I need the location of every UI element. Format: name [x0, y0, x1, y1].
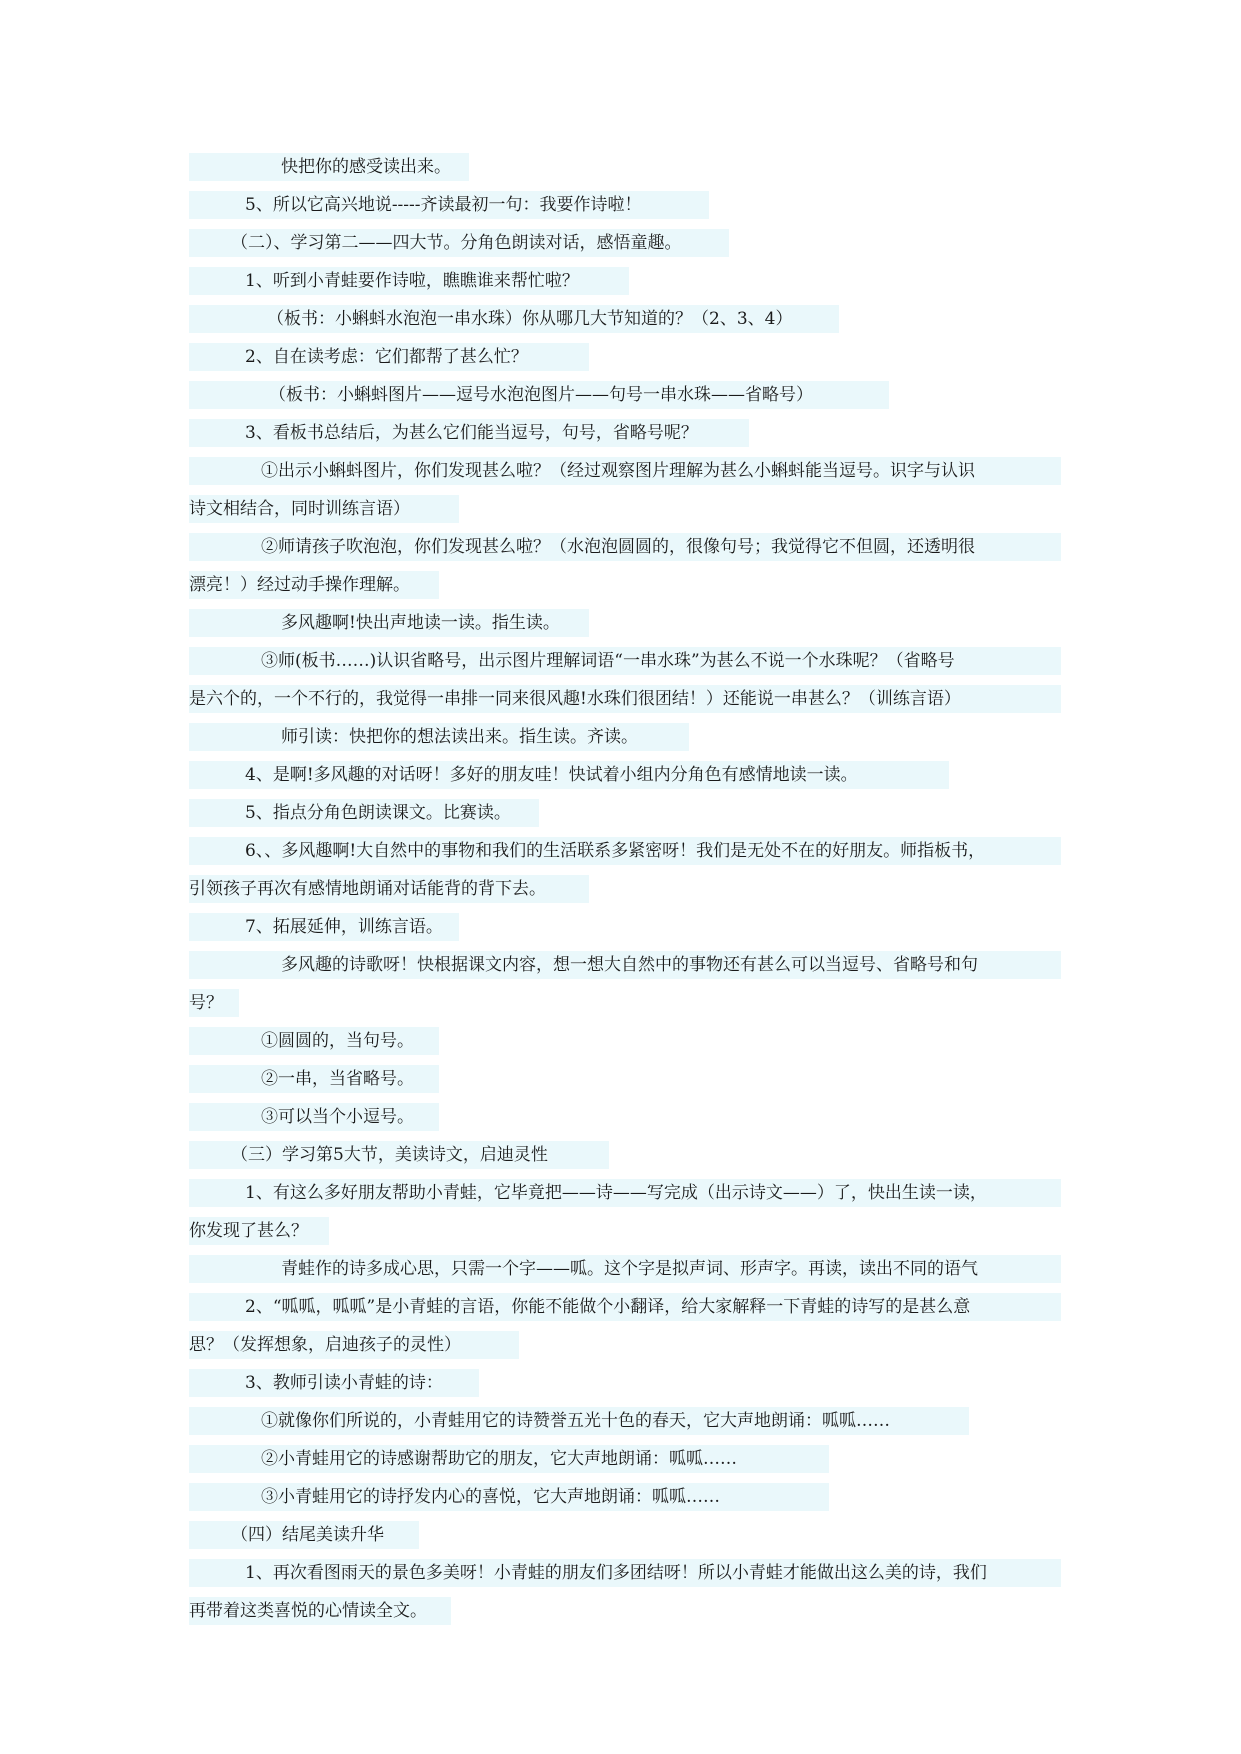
- text-line: （三）学习第5大节，美读诗文，启迪灵性: [189, 1141, 609, 1169]
- text-line: 7、拓展延伸，训练言语。: [189, 913, 459, 941]
- text-line: （二）、学习第二——四大节。分角色朗读对话，感悟童趣。: [189, 229, 729, 257]
- text-line: 号？: [189, 989, 239, 1017]
- text-line: 你发现了甚么？: [189, 1217, 329, 1245]
- text-line: 引领孩子再次有感情地朗诵对话能背的背下去。: [189, 875, 589, 903]
- text-line: 师引读：快把你的想法读出来。指生读。齐读。: [189, 723, 689, 751]
- text-line: 2、自在读考虑：它们都帮了甚么忙？: [189, 343, 589, 371]
- text-line: 是六个的，一个不行的，我觉得一串排一同来很风趣!水珠们很团结！）还能说一串甚么？（训练言语）: [189, 685, 1061, 713]
- text-line: ③可以当个小逗号。: [189, 1103, 439, 1131]
- text-line: ①出示小蝌蚪图片，你们发现甚么啦？（经过观察图片理解为甚么小蝌蚪能当逗号。识字与认识: [189, 457, 1061, 485]
- text-line: ②小青蛙用它的诗感谢帮助它的朋友，它大声地朗诵：呱呱……: [189, 1445, 829, 1473]
- text-line: 3、教师引读小青蛙的诗：: [189, 1369, 479, 1397]
- text-line: ②师请孩子吹泡泡，你们发现甚么啦？（水泡泡圆圆的，很像句号；我觉得它不但圆，还透明很: [189, 533, 1061, 561]
- text-line: 3、看板书总结后，为甚么它们能当逗号，句号，省略号呢？: [189, 419, 749, 447]
- text-line: 诗文相结合，同时训练言语）: [189, 495, 459, 523]
- text-line: ②一串，当省略号。: [189, 1065, 439, 1093]
- text-line: （四）结尾美读升华: [189, 1521, 419, 1549]
- text-line: ①圆圆的，当句号。: [189, 1027, 439, 1055]
- text-line: 5、指点分角色朗读课文。比赛读。: [189, 799, 539, 827]
- text-line: 2、“呱呱，呱呱”是小青蛙的言语，你能不能做个小翻译，给大家解释一下青蛙的诗写的是甚么意: [189, 1293, 1061, 1321]
- text-line: ③师(板书……)认识省略号，出示图片理解词语“一串水珠”为甚么不说一个水珠呢？（省略号: [189, 647, 1061, 675]
- text-line: 漂亮！）经过动手操作理解。: [189, 571, 439, 599]
- text-line: 6、、多风趣啊!大自然中的事物和我们的生活联系多紧密呀！我们是无处不在的好朋友。师指板书，: [189, 837, 1061, 865]
- text-line: 多风趣的诗歌呀！快根据课文内容，想一想大自然中的事物还有甚么可以当逗号、省略号和句: [189, 951, 1061, 979]
- text-line: （板书：小蝌蚪图片——逗号水泡泡图片——句号一串水珠——省略号）: [189, 381, 889, 409]
- text-line: 思？（发挥想象，启迪孩子的灵性）: [189, 1331, 519, 1359]
- text-line: 青蛙作的诗多成心思，只需一个字——呱。这个字是拟声词、形声字。再读，读出不同的语气: [189, 1255, 1061, 1283]
- text-line: 快把你的感受读出来。: [189, 153, 469, 181]
- text-line: 5、所以它高兴地说-----齐读最初一句：我要作诗啦！: [189, 191, 709, 219]
- text-line: 1、听到小青蛙要作诗啦，瞧瞧谁来帮忙啦？: [189, 267, 629, 295]
- text-line: 再带着这类喜悦的心情读全文。: [189, 1597, 451, 1625]
- text-line: 4、是啊!多风趣的对话呀！多好的朋友哇！快试着小组内分角色有感情地读一读。: [189, 761, 949, 789]
- text-line: 多风趣啊!快出声地读一读。指生读。: [189, 609, 589, 637]
- text-line: ③小青蛙用它的诗抒发内心的喜悦，它大声地朗诵：呱呱……: [189, 1483, 829, 1511]
- text-line: 1、再次看图雨天的景色多美呀！小青蛙的朋友们多团结呀！所以小青蛙才能做出这么美的诗，我们: [189, 1559, 1061, 1587]
- text-line: ①就像你们所说的，小青蛙用它的诗赞誉五光十色的春天，它大声地朗诵：呱呱……: [189, 1407, 969, 1435]
- text-line: 1、有这么多好朋友帮助小青蛙，它毕竟把——诗——写完成（出示诗文——）了，快出生读一读，: [189, 1179, 1061, 1207]
- text-line: （板书：小蝌蚪水泡泡一串水珠）你从哪几大节知道的？（2、3、4）: [189, 305, 839, 333]
